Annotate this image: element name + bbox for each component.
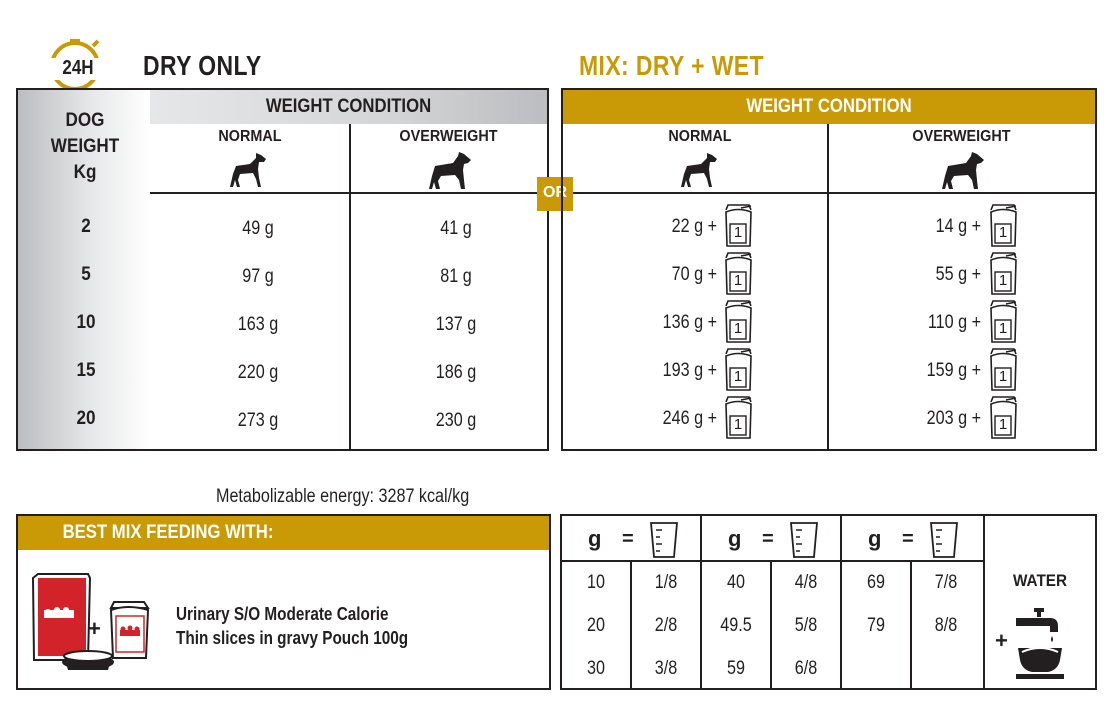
weight-cell: 10 <box>76 312 96 333</box>
measuring-cup-icon <box>788 520 820 565</box>
dry-overweight-label: OVERWEIGHT <box>399 128 498 145</box>
cup-cell: 3/8 <box>654 658 678 679</box>
mix-normal-cell: 246 g + <box>662 408 717 429</box>
weight-cell: 15 <box>76 360 96 381</box>
mix-overweight-label: OVERWEIGHT <box>912 128 1011 145</box>
cup-cell: 6/8 <box>794 658 818 679</box>
pouch-icon <box>988 300 1018 349</box>
mix-normal-cell: 22 g + <box>671 216 717 237</box>
dry-normal-label: NORMAL <box>218 128 282 145</box>
pouch-icon <box>988 348 1018 397</box>
dry-normal-cell: 49 g <box>242 218 274 239</box>
gram-cell: 59 <box>727 658 745 679</box>
cup-cell: 5/8 <box>794 615 818 636</box>
gram-cell: 40 <box>727 572 745 593</box>
measuring-cup-icon <box>928 520 960 565</box>
dry-food-bag-icon <box>30 572 180 687</box>
dry-overweight-cell: 230 g <box>435 410 477 431</box>
conv-group-divider <box>983 516 985 688</box>
gram-cell: 10 <box>587 572 605 593</box>
weight-cell: 2 <box>81 216 91 237</box>
mix-overweight-cell: 159 g + <box>926 360 981 381</box>
pouch-count: 1 <box>998 416 1008 433</box>
pouch-count: 1 <box>733 272 743 289</box>
best-mix-plus: + <box>88 616 101 641</box>
normal-dog-icon <box>228 152 268 193</box>
mix-rows <box>563 204 1095 449</box>
weight-cell: 20 <box>76 408 96 429</box>
clock-label: 24H <box>62 57 94 79</box>
conversion-area <box>562 516 983 688</box>
gram-header: g <box>728 526 742 551</box>
equals-sign: = <box>622 528 634 550</box>
product-name-line2: Thin slices in gravy Pouch 100g <box>176 628 409 648</box>
pouch-count: 1 <box>998 320 1008 337</box>
dry-only-title: DRY ONLY <box>143 50 262 81</box>
dry-normal-cell: 273 g <box>237 410 279 431</box>
dry-col-divider <box>349 124 351 450</box>
gram-cell: 69 <box>867 572 885 593</box>
dry-overweight-cell: 41 g <box>440 218 472 239</box>
cup-cell: 1/8 <box>654 572 678 593</box>
mix-weight-condition-header: WEIGHT CONDITION <box>746 96 912 117</box>
dry-header-rule <box>150 192 547 194</box>
pouch-count: 1 <box>998 272 1008 289</box>
mix-overweight-cell: 55 g + <box>935 264 981 285</box>
pouch-count: 1 <box>733 224 743 241</box>
dry-weight-condition-header: WEIGHT CONDITION <box>265 96 432 117</box>
mix-normal-label: NORMAL <box>668 128 732 145</box>
equals-sign: = <box>762 528 774 550</box>
mix-overweight-cell: 14 g + <box>935 216 981 237</box>
product-name-line1: Urinary S/O Moderate Calorie <box>176 604 389 624</box>
wet-pouch-icon <box>108 600 152 665</box>
gram-cell: 79 <box>867 615 885 636</box>
pouch-count: 1 <box>998 224 1008 241</box>
gram-header: g <box>588 526 602 551</box>
pouch-icon <box>723 396 753 445</box>
pouch-count: 1 <box>733 368 743 385</box>
pouch-icon <box>723 252 753 301</box>
mix-overweight-cell: 203 g + <box>926 408 981 429</box>
normal-dog-icon <box>679 152 719 193</box>
mix-normal-cell: 70 g + <box>671 264 717 285</box>
dry-overweight-cell: 186 g <box>435 362 477 383</box>
pouch-icon <box>723 300 753 349</box>
mix-normal-cell: 136 g + <box>662 312 717 333</box>
dry-normal-cell: 163 g <box>237 314 279 335</box>
mix-header-rule <box>573 192 1095 194</box>
cup-cell: 8/8 <box>934 615 958 636</box>
dry-overweight-cell: 81 g <box>440 266 472 287</box>
gram-cell: 20 <box>587 615 605 636</box>
dry-normal-cell: 97 g <box>242 266 274 287</box>
overweight-dog-icon <box>427 152 473 195</box>
gram-cell: 30 <box>587 658 605 679</box>
water-plus: + <box>995 628 1008 653</box>
dry-overweight-cell: 137 g <box>435 314 477 335</box>
weight-cell: 5 <box>81 264 91 285</box>
overweight-dog-icon <box>940 152 986 195</box>
pouch-icon <box>988 396 1018 445</box>
or-label: OR <box>543 184 567 201</box>
mix-normal-cell: 193 g + <box>662 360 717 381</box>
cup-cell: 4/8 <box>794 572 818 593</box>
water-tap-bowl-icon <box>1012 608 1068 685</box>
pouch-icon <box>988 252 1018 301</box>
metabolizable-energy: Metabolizable energy: 3287 kcal/kg <box>216 486 470 507</box>
equals-sign: = <box>902 528 914 550</box>
best-mix-title: BEST MIX FEEDING WITH: <box>62 522 274 543</box>
pouch-count: 1 <box>998 368 1008 385</box>
gram-cell: 49.5 <box>720 615 752 636</box>
pouch-icon <box>988 204 1018 253</box>
dry-normal-cell: 220 g <box>237 362 279 383</box>
cup-cell: 7/8 <box>934 572 958 593</box>
dry-dog-weight-label: DOG WEIGHT Kg <box>50 110 120 183</box>
gram-header: g <box>868 526 882 551</box>
pouch-count: 1 <box>733 320 743 337</box>
measuring-cup-icon <box>648 520 680 565</box>
mix-overweight-cell: 110 g + <box>927 312 981 333</box>
pouch-icon <box>723 348 753 397</box>
mix-title: MIX: DRY + WET <box>579 50 764 81</box>
pouch-count: 1 <box>733 416 743 433</box>
pouch-icon <box>723 204 753 253</box>
cup-cell: 2/8 <box>654 615 678 636</box>
water-label: WATER <box>1012 571 1068 590</box>
